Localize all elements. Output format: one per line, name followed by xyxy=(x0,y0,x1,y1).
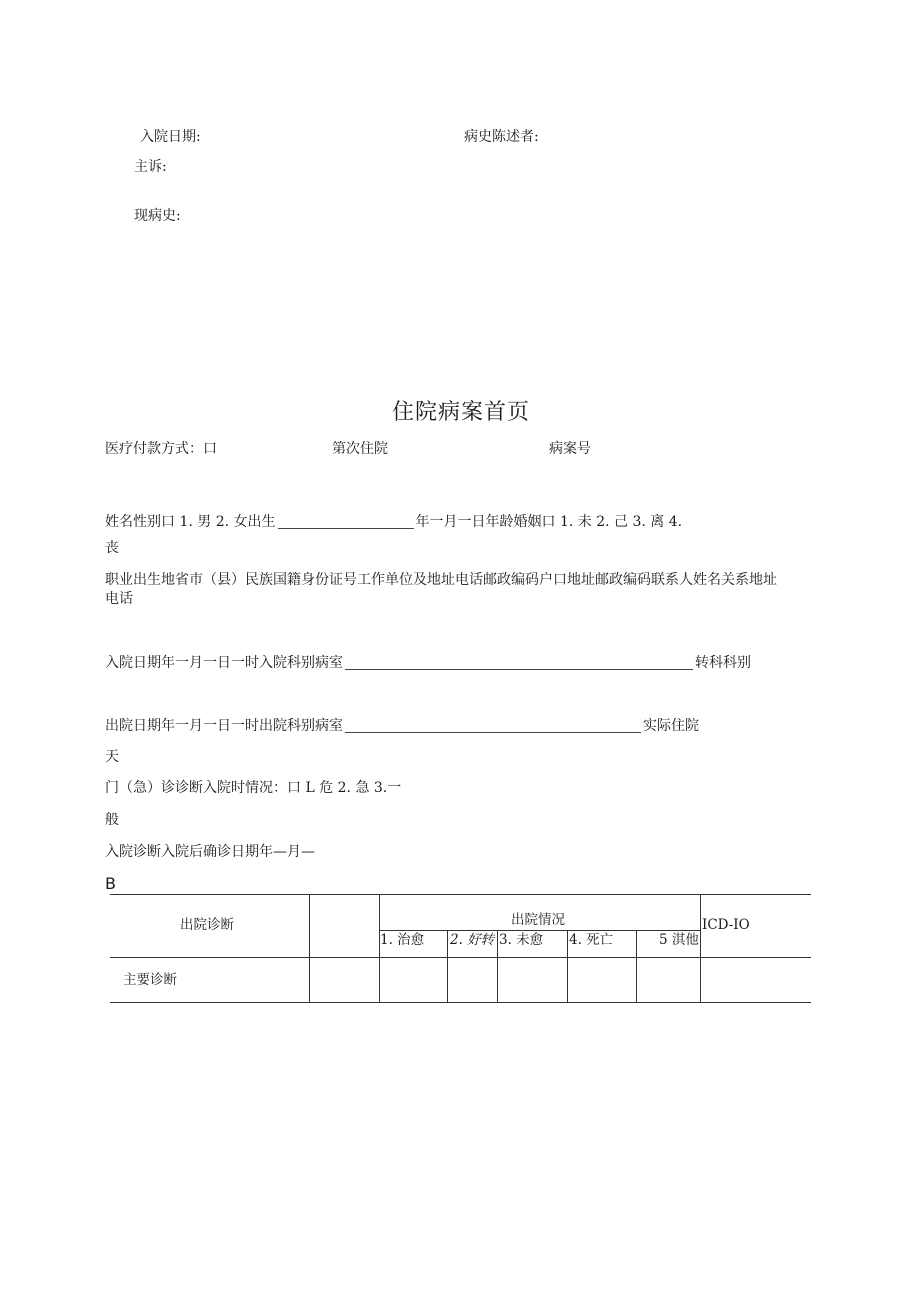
payment-method-label: 医疗付款方式：口 xyxy=(105,441,217,457)
table-status-divider xyxy=(379,930,700,931)
table-vline xyxy=(700,894,701,1002)
status-option-not-cured: 3. 未愈 xyxy=(499,932,544,948)
history-narrator-label: 病史陈述者: xyxy=(464,129,539,145)
admission-count-label: 第次住院 xyxy=(332,441,388,457)
col-discharge-diagnosis: 出院诊断 xyxy=(180,917,234,933)
table-vline xyxy=(447,930,448,1002)
table-vline xyxy=(636,930,637,1002)
transfer-dept-text: 转科科别 xyxy=(695,655,751,671)
case-number-label: 病案号 xyxy=(549,441,591,457)
status-option-died: 4. 死亡 xyxy=(569,932,614,948)
clinic-diagnosis-line-1: 门（急）诊诊断入院时情况：口 L 危 2. 急 3.一 xyxy=(105,780,402,796)
table-vline xyxy=(309,894,310,1002)
section-letter-b: B xyxy=(105,874,116,893)
discharge-row xyxy=(105,719,699,733)
admission-row xyxy=(105,656,751,670)
discharge-ward-fill-line xyxy=(345,720,641,733)
actual-stay-text: 实际住院 xyxy=(643,718,699,734)
marriage-wrap-text: 丧 xyxy=(105,540,119,556)
admission-ward-fill-line xyxy=(345,657,693,670)
row-main-diagnosis: 主要诊断 xyxy=(123,972,177,988)
table-top-rule xyxy=(110,894,811,895)
birth-fill-line xyxy=(278,516,414,529)
occupation-line-1: 职业出生地省市（县）民族国籍身份证号工作单位及地址电话邮政编码户口地址邮政编码联系人姓名关系地址 xyxy=(105,572,777,588)
table-vline xyxy=(379,894,380,1002)
name-gender-birth-row xyxy=(105,515,682,529)
status-option-improved: 2. 好转 xyxy=(450,932,495,948)
status-option-cured: 1. 治愈 xyxy=(380,932,425,948)
table-vline xyxy=(497,930,498,1002)
confirm-diagnosis-text: 入院诊断入院后确诊日期年—月— xyxy=(105,844,315,860)
name-gender-birth-text: 姓名性别口 1. 男 2. 女出生 xyxy=(105,514,276,530)
age-marriage-text: 年一月一日年龄婚姻口 1. 未 2. 己 3. 离 4. xyxy=(415,514,683,530)
table-bottom-rule xyxy=(110,1002,811,1003)
clinic-diagnosis-line-2: 般 xyxy=(105,812,119,828)
days-wrap-text: 天 xyxy=(105,749,119,765)
discharge-date-dept-text: 出院日期年一月一日一时出院科别病室 xyxy=(105,718,343,734)
occupation-line-2: 电话 xyxy=(105,591,133,607)
page-title: 住院病案首页 xyxy=(392,400,531,425)
col-discharge-status: 出院情况 xyxy=(511,912,565,928)
table-header-bottom-rule xyxy=(110,957,811,958)
status-option-other: 5 淇他 xyxy=(659,932,699,948)
present-illness-label: 现病史: xyxy=(134,208,181,224)
chief-complaint-label: 主诉: xyxy=(134,159,167,175)
admission-date-dept-text: 入院日期年一月一日一时入院科别病室 xyxy=(105,655,343,671)
admission-date-label: 入院日期: xyxy=(140,129,201,145)
col-icd: ICD-IO xyxy=(702,917,750,933)
table-vline xyxy=(567,930,568,1002)
